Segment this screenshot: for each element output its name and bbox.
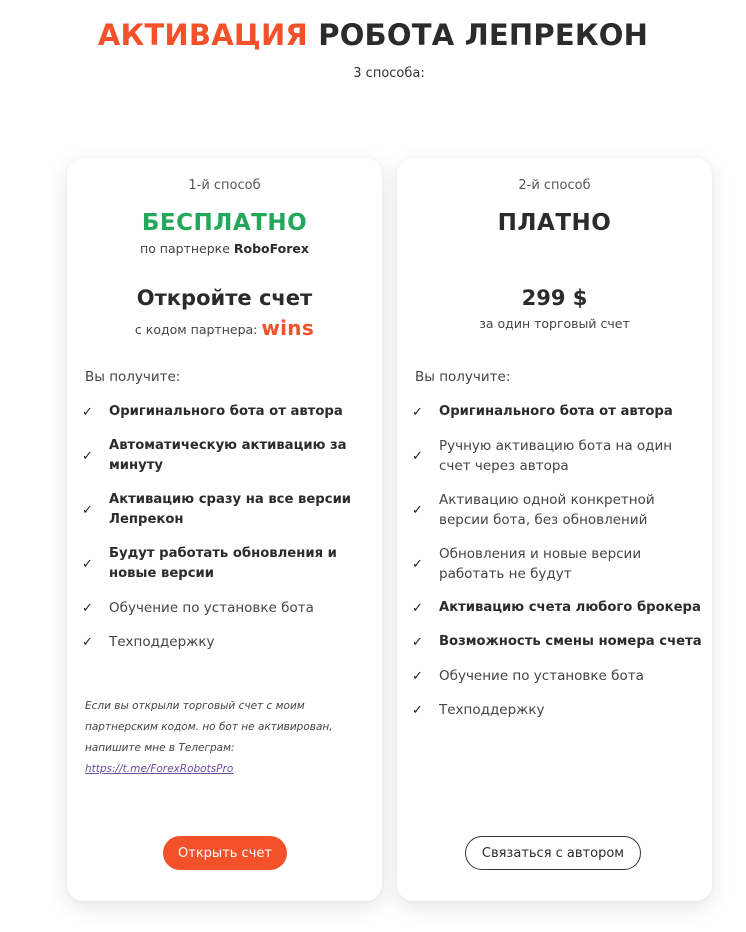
feature-text: Оригинального бота от автора [109,404,343,419]
offer-title: Откройте счет [136,286,313,310]
price: 299 $ [521,286,588,310]
partner-program-label [67,241,382,256]
feature-item [82,436,372,476]
feature-text: Автоматическую активацию за минуту [109,438,347,473]
feature-text: Активацию сразу на все версии Лепрекон [109,492,352,527]
feature-text: Будут работать обновления и новые версии [109,546,337,581]
feature-text: Техподдержку [439,702,545,718]
feature-item [412,436,702,476]
partner-code: wins [261,316,315,340]
feature-item [82,632,372,652]
check-icon: ✓ [412,448,423,464]
feature-item [412,544,702,584]
feature-text: Оригинального бота от автора [439,404,673,419]
method-label: 2-й способ [518,178,591,193]
feature-text: Обновления и новые версии работать не будут [439,546,642,582]
open-account-button[interactable]: Открыть счет [163,836,287,870]
check-icon: ✓ [412,502,423,518]
partner-code-prefix: с кодом партнера: [134,322,258,337]
feature-item [412,632,702,652]
check-icon: ✓ [412,600,423,616]
check-icon: ✓ [412,404,423,420]
feature-text: Обучение по установке бота [109,600,314,616]
feature-item [82,402,372,422]
check-icon: ✓ [82,448,93,464]
check-icon: ✓ [82,634,93,650]
check-icon: ✓ [82,404,93,420]
feature-item [82,598,372,618]
page-title-rest: РОБОТА ЛЕПРЕКОН [318,18,649,52]
card-title-paid: ПЛАТНО [497,210,612,236]
feature-text: Активацию одной конкретной версии бота, без обновлений [439,492,655,528]
card-title-free: БЕСПЛАТНО [141,210,308,236]
feature-item [412,402,702,422]
telegram-link[interactable]: https://t.me/ForexRobotsPro [85,763,234,775]
paid-method-card [397,158,712,901]
page-title-accent: АКТИВАЦИЯ [97,18,308,52]
receive-label: Вы получите: [415,369,511,385]
feature-item [412,700,702,720]
feature-item [82,544,372,584]
contact-author-button[interactable]: Связаться с автором [465,836,641,870]
feature-item [412,598,702,618]
feature-text: Ручную активацию бота на один счет через автора [439,438,673,474]
note-text: Если вы открыли торговый счет с моим партнерским кодом. но бот не активирован, напишите мне в Телеграм: [85,700,333,754]
feature-item [412,666,702,686]
page-title [0,18,746,52]
feature-item [412,490,702,530]
feature-text: Возможность смены номера счета [439,634,702,649]
feature-item [82,490,372,530]
check-icon: ✓ [412,556,423,572]
check-icon: ✓ [82,502,93,518]
feature-text: Техподдержку [109,634,215,650]
feature-list [412,402,702,734]
free-method-card [67,158,382,901]
page-subtitle: 3 способа: [353,66,425,81]
partner-code-line [67,316,382,340]
feature-list [82,402,372,666]
telegram-note [85,696,355,780]
partner-brand: RoboForex [233,241,309,256]
check-icon: ✓ [412,634,423,650]
check-icon: ✓ [412,702,423,718]
check-icon: ✓ [412,668,423,684]
check-icon: ✓ [82,556,93,572]
price-sub: за один торговый счет [479,316,630,331]
partner-prefix: по партнерке [140,241,230,256]
receive-label: Вы получите: [85,369,181,385]
feature-text: Обучение по установке бота [439,668,644,684]
method-label: 1-й способ [188,178,261,193]
check-icon: ✓ [82,600,93,616]
feature-text: Активацию счета любого брокера [439,600,701,615]
